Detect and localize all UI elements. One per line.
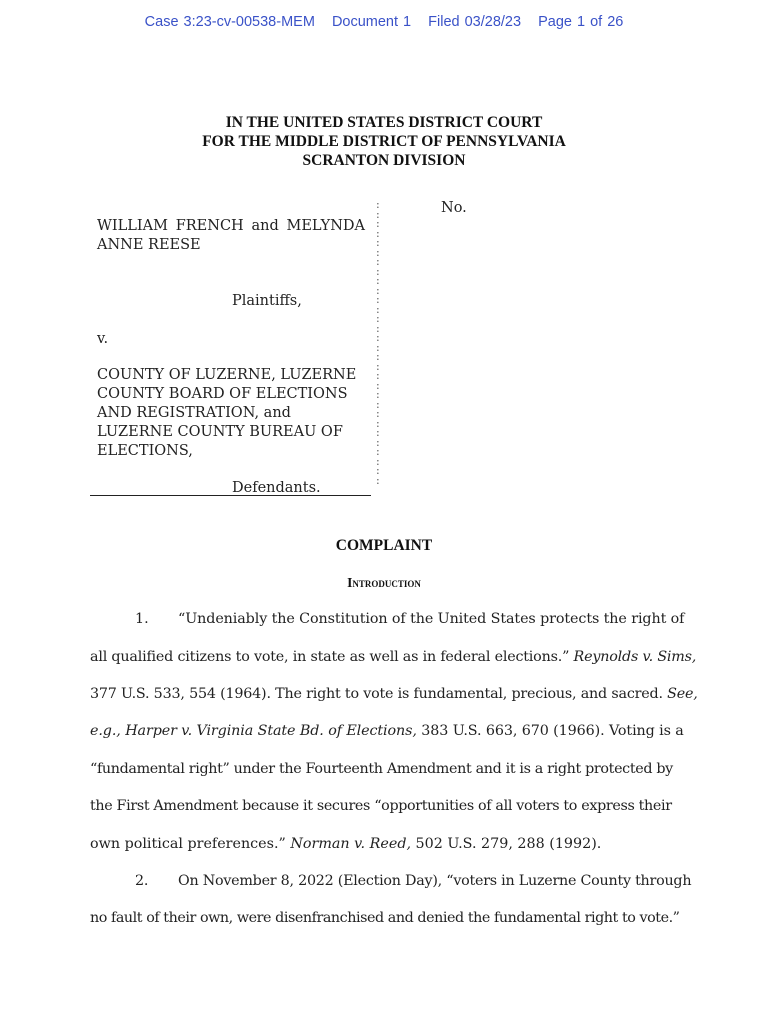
paragraph-1-line-4: e.g., Harper v. Virginia State Bd. of Elections, 383 U.S. 663, 670 (1966). Voting is a	[90, 723, 684, 739]
page-indicator: Page 1 of 26	[538, 14, 624, 30]
paragraph-1-line-1: 1. “Undeniably the Constitution of the United States protects the right of	[135, 611, 685, 627]
paragraph-2-line-2: no fault of their own, were disenfranchised and denied the fundamental right to vote.”	[90, 910, 680, 926]
signal-see: See,	[667, 686, 698, 702]
filed-date: Filed 03/28/23	[428, 14, 522, 30]
paragraph-1-line-5: “fundamental right” under the Fourteenth Amendment and it is a right protected by	[90, 761, 673, 777]
caption-separator: : : : : : : : : : : : : : : : : : : : : : : : : : : : : : :	[376, 198, 380, 487]
case-header	[0, 14, 768, 30]
case-number: Case 3:23-cv-00538-MEM	[144, 14, 315, 30]
paragraph-2-number: 2.	[135, 873, 149, 889]
plaintiffs-label: Plaintiffs,	[232, 293, 302, 309]
paragraph-1-line-2: all qualified citizens to vote, in state as well as in federal elections.” Reynolds v. Sims,	[90, 649, 697, 665]
paragraph-1-line-3: 377 U.S. 533, 554 (1964). The right to vote is fundamental, precious, and sacred. See,	[90, 686, 698, 702]
court-line-1: IN THE UNITED STATES DISTRICT COURT	[225, 114, 543, 131]
plaintiffs-names: WILLIAM FRENCH and MELYNDA ANNE REESE	[97, 218, 365, 253]
court-title	[0, 113, 768, 170]
paragraph-2-line-1: 2. On November 8, 2022 (Election Day), “voters in Luzerne County through	[135, 873, 692, 889]
citation-harper: e.g., Harper v. Virginia State Bd. of Elections,	[90, 723, 417, 739]
paragraph-1-line-7: own political preferences.” Norman v. Reed, 502 U.S. 279, 288 (1992).	[90, 836, 602, 852]
case-number-label: No.	[441, 200, 467, 216]
complaint-title: COMPLAINT	[335, 537, 433, 554]
versus: v.	[97, 331, 109, 347]
defendants-names: COUNTY OF LUZERNE, LUZERNE COUNTY BOARD OF ELECTIONS AND REGISTRATION, and LUZERNE COUNTY BUREAU OF ELECTIONS,	[97, 367, 357, 459]
paragraph-1-number: 1.	[135, 611, 149, 627]
paragraph-1-line-6: the First Amendment because it secures “opportunities of all voters to express their	[90, 798, 672, 814]
citation-norman: Norman v. Reed,	[290, 836, 412, 852]
document-number: Document 1	[331, 14, 412, 30]
introduction-title: Introduction	[347, 575, 421, 590]
citation-reynolds: Reynolds v. Sims,	[573, 649, 697, 665]
defendants-label: Defendants.	[232, 480, 321, 496]
caption-rule	[90, 495, 371, 496]
court-line-2: FOR THE MIDDLE DISTRICT OF PENNSYLVANIA	[202, 133, 566, 150]
court-line-3: SCRANTON DIVISION	[302, 152, 466, 169]
